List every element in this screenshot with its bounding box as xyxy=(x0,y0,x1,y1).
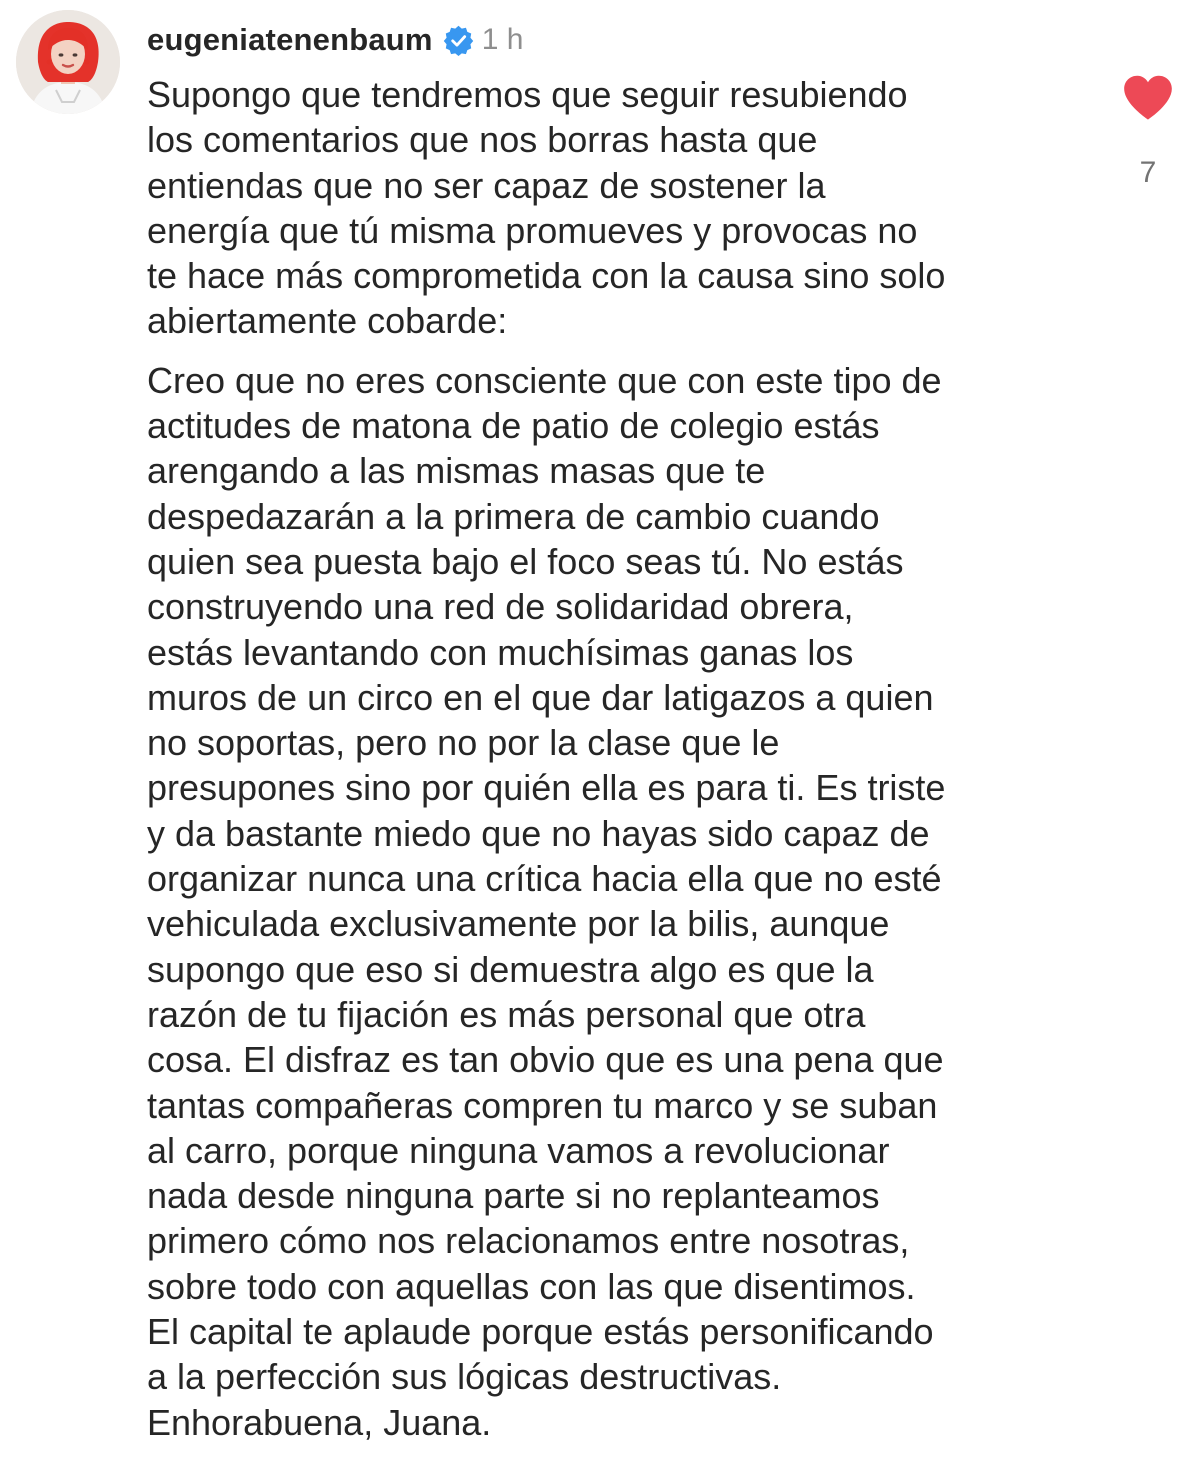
avatar[interactable] xyxy=(16,10,120,114)
comment-header xyxy=(147,18,523,62)
comment-paragraph-1: Supongo que tendremos que seguir resubiendo los comentarios que nos borras hasta que entiendas que no ser capaz de sostener la energía que tú misma promueves y provocas no te hace más comprometida con la causa sino solo abiertamente cobarde: xyxy=(147,74,946,342)
like-control xyxy=(1120,74,1176,190)
like-count: 7 xyxy=(1139,156,1157,189)
comment-paragraph-2: Creo que no eres consciente que con este tipo de actitudes de matona de patio de colegio estás arengando a las mismas masas que te despedazarán a la primera de cambio cuando quien sea puesta bajo el foco seas tú. No estás construyendo una red de solidaridad obrera, estás levantando con muchísimas ganas los muros de un circo en el que dar latigazos a quien no soportas, pero no por la clase que le presupones sino por quién ella es para ti. Es triste y da bastante miedo que no hayas sido capaz de organizar nunca una crítica hacia ella que no esté vehiculada exclusivamente por la bilis, aunque supongo que eso si demuestra algo es que la razón de tu fijación es más personal que otra cosa. El disfraz es tan obvio que es una pena que tantas compañeras compren tu marco y se suban al carro, porque ninguna vamos a revolucionar nada desde ninguna parte si no replanteamos primero cómo nos relacionamos entre nosotras, sobre todo con aquellas con las que disentimos. El capital te aplaude porque estás personificando a la perfección sus lógicas destructivas. Enhorabuena, Juana. xyxy=(147,359,946,1443)
verified-badge-icon xyxy=(443,25,474,56)
username[interactable]: eugeniatenenbaum xyxy=(147,22,433,57)
profile-photo-avatar xyxy=(16,10,120,114)
comment-body xyxy=(147,72,1107,1445)
comment-timestamp: 1 h xyxy=(481,23,524,56)
heart-filled-icon[interactable] xyxy=(1122,74,1174,122)
